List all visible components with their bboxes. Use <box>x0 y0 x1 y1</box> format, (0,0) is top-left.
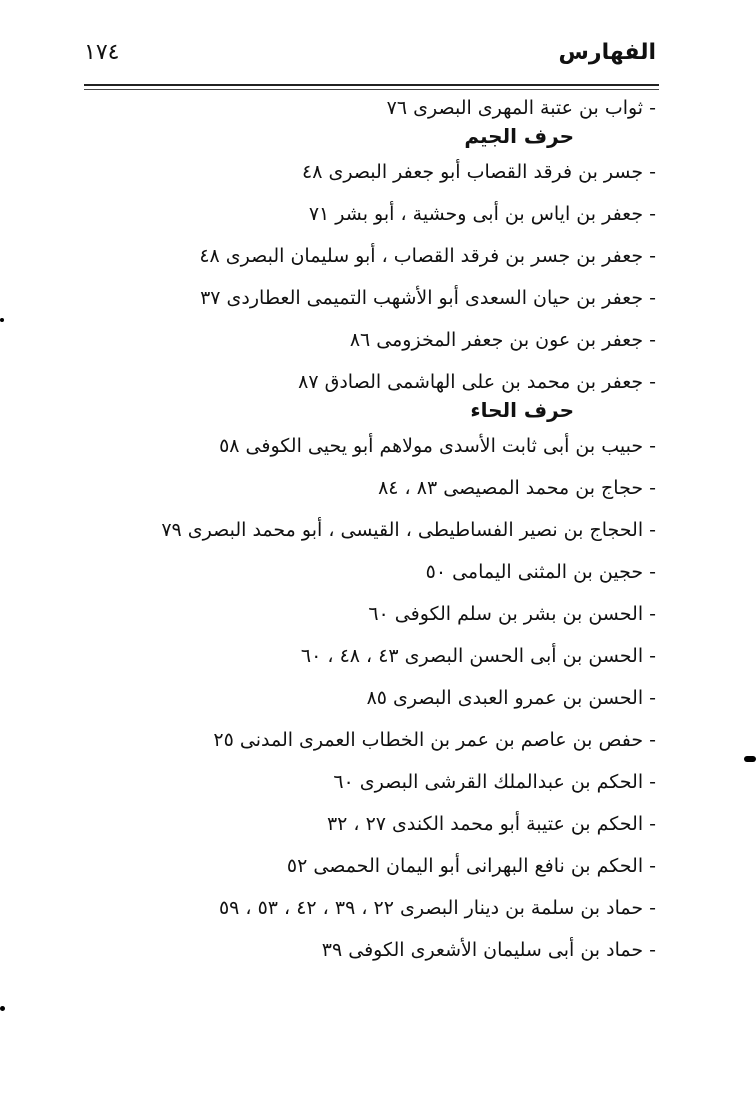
index-entry: - الحسن بن أبى الحسن البصرى ٤٣ ، ٤٨ ، ٦٠ <box>300 645 656 667</box>
index-entry: - جعفر بن اياس بن أبى وحشية ، أبو بشر ٧١ <box>308 203 656 225</box>
index-entry: - الحكم بن عتيبة أبو محمد الكندى ٢٧ ، ٣٢ <box>326 813 656 835</box>
index-entry: - حجين بن المثنى اليمامى ٥٠ <box>425 561 656 583</box>
index-entry: - الحسن بن بشر بن سلم الكوفى ٦٠ <box>368 603 656 625</box>
index-entry: - الحكم بن عبدالملك القرشى البصرى ٦٠ <box>333 771 656 793</box>
index-entry: - جعفر بن جسر بن فرقد القصاب ، أبو سليمان البصرى ٤٨ <box>199 245 656 267</box>
page-header <box>84 40 656 80</box>
index-entry: - جسر بن فرقد القصاب أبو جعفر البصرى ٤٨ <box>302 161 656 183</box>
index-entry: - الحسن بن عمرو العبدى البصرى ٨٥ <box>366 687 656 709</box>
scan-speck <box>0 1006 5 1011</box>
scan-speck <box>0 318 4 322</box>
section-heading-ha: حرف الحاء <box>470 398 574 422</box>
index-entry: - حماد بن سلمة بن دينار البصرى ٢٢ ، ٣٩ ، ٤٢ ، ٥٣ ، ٥٩ <box>218 897 656 919</box>
index-entry: - حجاج بن محمد المصيصى ٨٣ ، ٨٤ <box>378 477 656 499</box>
index-entry: - الحكم بن نافع البهرانى أبو اليمان الحمصى ٥٢ <box>286 855 656 877</box>
index-list <box>96 94 656 978</box>
page-number: ١٧٤ <box>84 40 120 65</box>
running-title: الفهارس <box>558 40 656 65</box>
header-rule-secondary <box>84 89 659 90</box>
index-entry: - الحجاج بن نصير الفساطيطى ، القيسى ، أبو محمد البصرى ٧٩ <box>161 519 656 541</box>
section-heading-jim: حرف الجيم <box>464 124 574 148</box>
index-entry: - حماد بن أبى سليمان الأشعرى الكوفى ٣٩ <box>321 939 656 961</box>
index-entry: - ثواب بن عتبة المهرى البصرى ٧٦ <box>386 97 656 119</box>
header-rule <box>84 84 659 86</box>
index-entry: - جعفر بن حيان السعدى أبو الأشهب التميمى العطاردى ٣٧ <box>200 287 656 309</box>
index-entry: - جعفر بن عون بن جعفر المخزومى ٨٦ <box>349 329 656 351</box>
index-entry: - حبيب بن أبى ثابت الأسدى مولاهم أبو يحيى الكوفى ٥٨ <box>219 435 656 457</box>
scan-speck <box>744 756 756 762</box>
index-entry: - حفص بن عاصم بن عمر بن الخطاب العمرى المدنى ٢٥ <box>213 729 656 751</box>
index-entry: - جعفر بن محمد بن على الهاشمى الصادق ٨٧ <box>298 371 656 393</box>
